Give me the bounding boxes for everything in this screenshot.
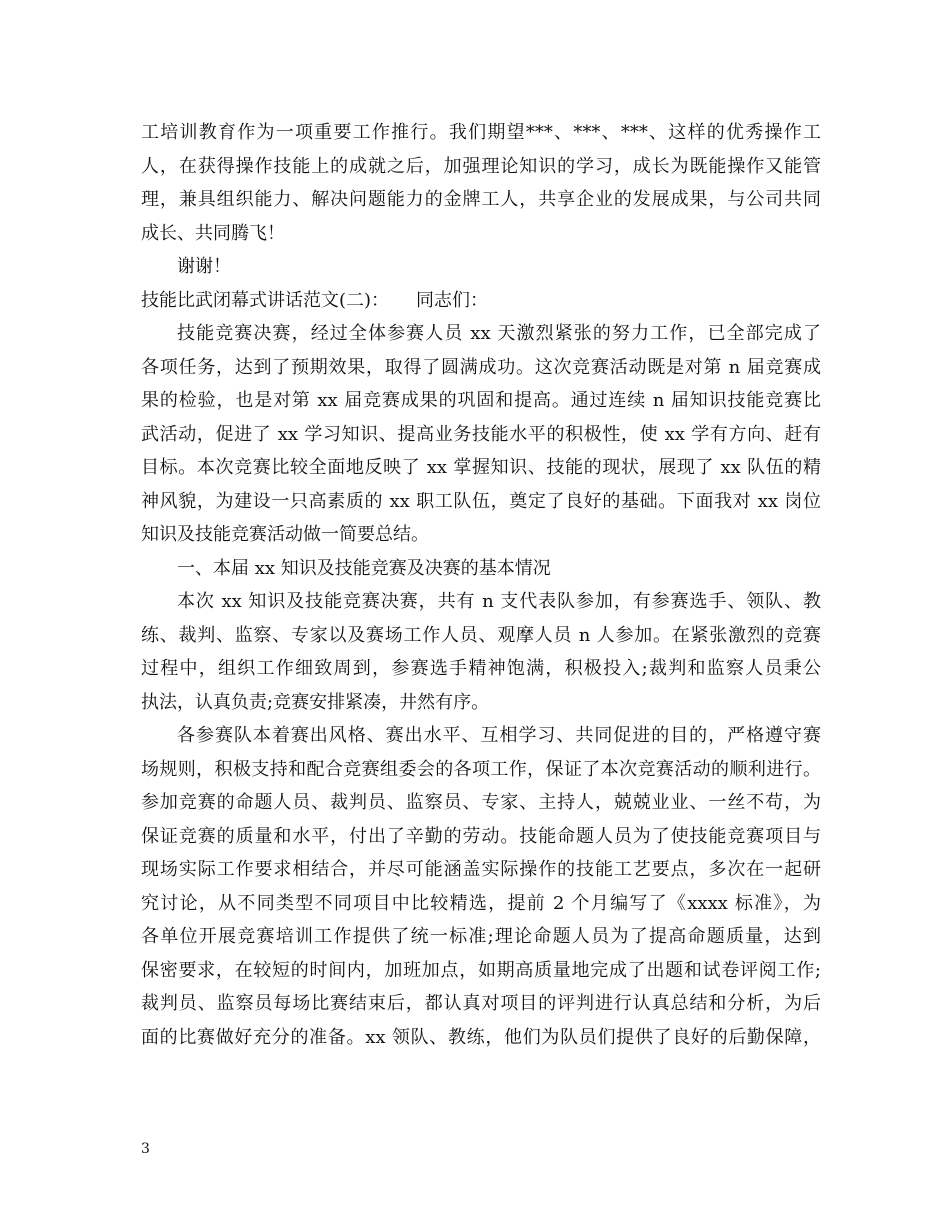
text-line: 技能比武闭幕式讲话范文(二)： 同志们： (141, 289, 489, 311)
text-line: 谢谢！ (177, 256, 231, 277)
text-line: 成长、共同腾飞！ (141, 222, 285, 244)
text-line: 面的比赛做好充分的准备。xx 领队、教练，他们为队员们提供了良好的后勤保障， (141, 1026, 821, 1048)
text-line: 保证竞赛的质量和水平，付出了辛勤的劳动。技能命题人员为了使技能竞赛项目与 (141, 825, 821, 847)
text-line: 本次 xx 知识及技能竞赛决赛，共有 n 支代表队参加，有参赛选手、领队、教 (177, 591, 821, 612)
text-line: 练、裁判、监察、专家以及赛场工作人员、观摩人员 n 人参加。在紧张激烈的竞赛 (141, 624, 821, 646)
text-line: 工培训教育作为一项重要工作推行。我们期望***、***、***、这样的优秀操作工 (141, 122, 821, 143)
text-line: 各项任务，达到了预期效果，取得了圆满成功。这次竞赛活动既是对第 n 届竞赛成 (141, 356, 821, 378)
text-line: 一、本届 xx 知识及技能竞赛及决赛的基本情况 (177, 557, 551, 579)
text-line: 执法，认真负责;竞赛安排紧凑，井然有序。 (141, 691, 490, 713)
text-line: 保密要求，在较短的时间内，加班加点，如期高质量地完成了出题和试卷评阅工作; (141, 959, 821, 981)
body-text (141, 116, 821, 1054)
text-line: 参加竞赛的命题人员、裁判员、监察员、专家、主持人，兢兢业业、一丝不苟，为 (141, 792, 821, 813)
text-line: 裁判员、监察员每场比赛结束后，都认真对项目的评判进行认真总结和分析，为后 (141, 993, 821, 1014)
text-line: 人，在获得操作技能上的成就之后，加强理论知识的学习，成长为既能操作又能管 (141, 155, 821, 177)
text-line: 果的检验，也是对第 xx 届竞赛成果的巩固和提高。通过连续 n 届知识技能竞赛比 (141, 390, 821, 411)
text-line: 各参赛队本着赛出风格、赛出水平、互相学习、共同促进的目的，严格遵守赛 (177, 725, 821, 746)
text-line: 现场实际工作要求相结合，并尽可能涵盖实际操作的技能工艺要点，多次在一起研 (141, 859, 821, 880)
text-line: 各单位开展竞赛培训工作提供了统一标准;理论命题人员为了提高命题质量，达到 (141, 926, 821, 947)
text-line: 场规则，积极支持和配合竞赛组委会的各项工作，保证了本次竞赛活动的顺利进行。 (141, 758, 821, 780)
text-line: 过程中，组织工作细致周到，参赛选手精神饱满，积极投入;裁判和监察人员秉公 (141, 658, 821, 679)
text-line: 技能竞赛决赛，经过全体参赛人员 xx 天激烈紧张的努力工作，已全部完成了 (177, 323, 821, 344)
text-line: 神风貌，为建设一只高素质的 xx 职工队伍，奠定了良好的基础。下面我对 xx 岗位 (141, 490, 821, 512)
text-line: 究讨论，从不同类型不同项目中比较精选，提前 2 个月编写了《xxxx 标准》，为 (141, 892, 821, 914)
page-number: 3 (141, 1141, 150, 1157)
text-line: 目标。本次竞赛比较全面地反映了 xx 掌握知识、技能的现状，展现了 xx 队伍的精 (141, 457, 821, 478)
text-line: 理，兼具组织能力、解决问题能力的金牌工人，共享企业的发展成果，与公司共同 (141, 189, 821, 210)
text-line: 知识及技能竞赛活动做一简要总结。 (141, 524, 429, 545)
text-line: 武活动，促进了 xx 学习知识、提高业务技能水平的积极性，使 xx 学有方向、赶有 (141, 423, 821, 445)
